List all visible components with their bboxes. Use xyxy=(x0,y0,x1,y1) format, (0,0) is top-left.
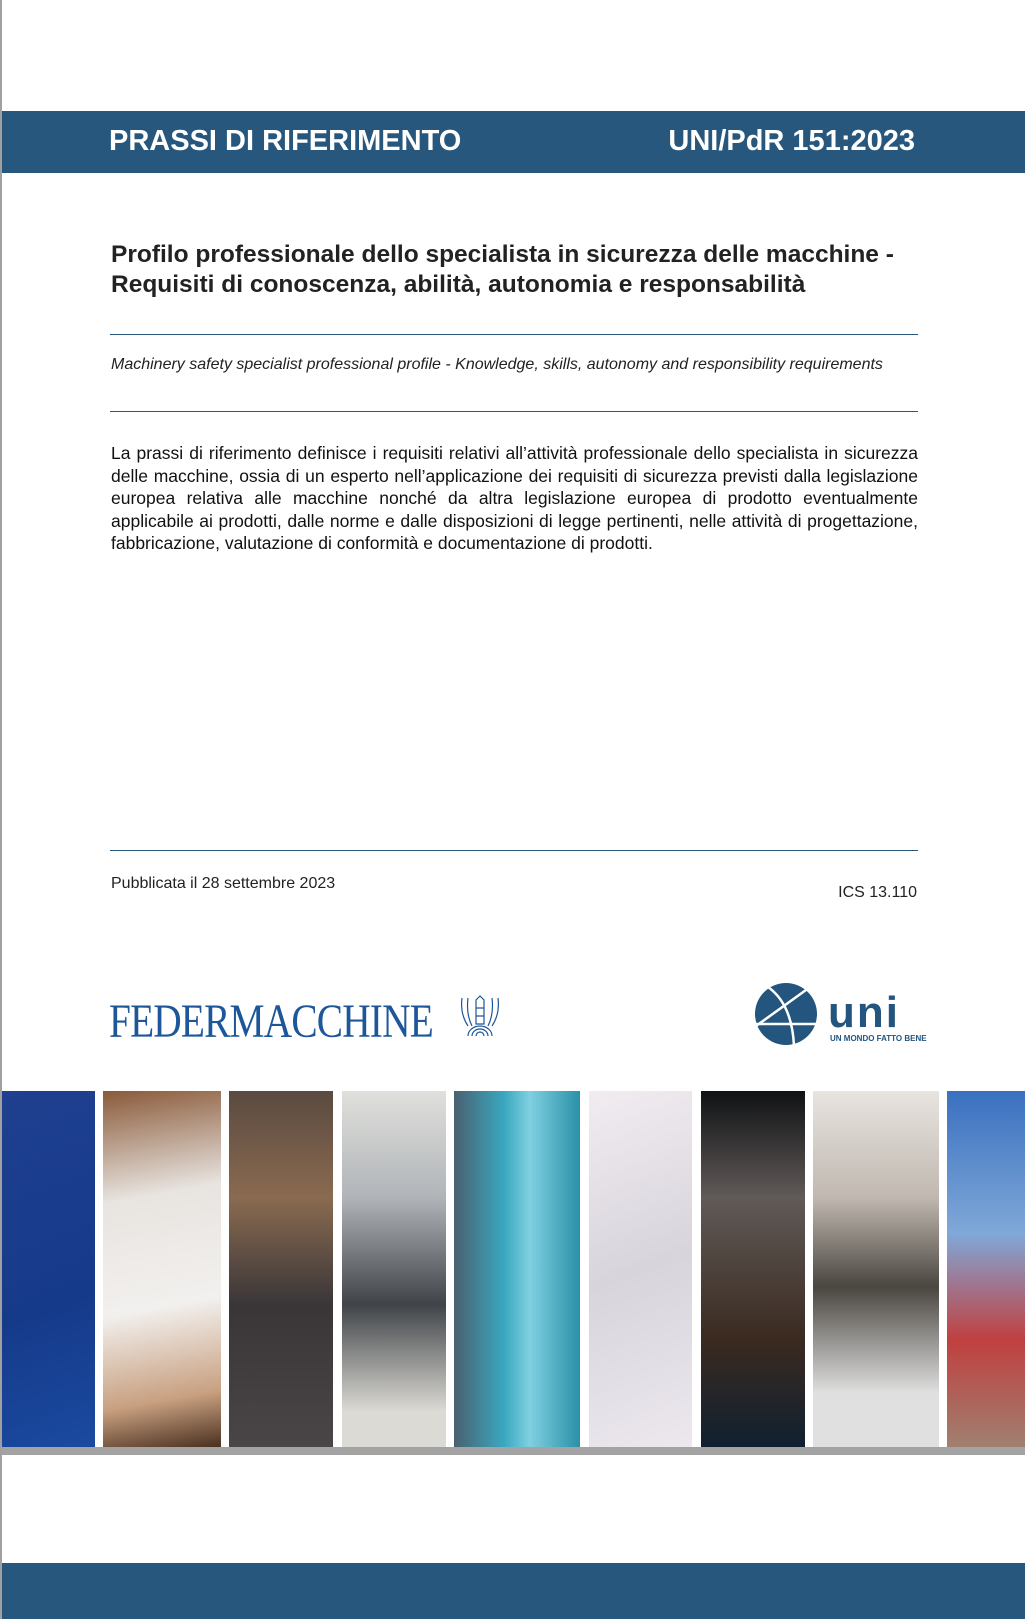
confindustria-eagle-icon xyxy=(458,994,502,1038)
federmacchine-logo: FEDERMACCHINE xyxy=(109,995,433,1048)
photo-gears xyxy=(229,1091,333,1447)
uni-logo-text: uni xyxy=(828,988,900,1037)
uni-globe-logo-icon xyxy=(754,982,818,1046)
series-label: PRASSI DI RIFERIMENTO xyxy=(109,125,462,157)
gray-divider-bar xyxy=(2,1447,1025,1455)
divider xyxy=(110,850,918,851)
photo-technician xyxy=(813,1091,939,1447)
abstract: La prassi di riferimento definisce i requisiti relativi all’attività professionale dello specialista in sicurezza delle macchine, ossia di un esperto nell’applicazione dei requisiti di sicurezza previsti dalla legislazione europea relativa alle macchine nonché da altra legislazione europea di prodotto eventualmente applicabile ai prodotti, dalle norme e dalle disposizioni di legge pertinenti, nelle attività di progettazione, fabbricazione, valutazione di conformità e documentazione di prodotti. xyxy=(111,443,918,553)
photo-engineers xyxy=(342,1091,446,1447)
document-code: UNI/PdR 151:2023 xyxy=(668,125,915,157)
photo-technical-drawing xyxy=(589,1091,692,1447)
ics-code: ICS 13.110 xyxy=(838,884,917,901)
divider xyxy=(110,411,918,412)
publication-date: Pubblicata il 28 settembre 2023 xyxy=(111,875,336,892)
photo-document-signing xyxy=(103,1091,221,1447)
photo-port-containers xyxy=(947,1091,1025,1447)
uni-tagline: UN MONDO FATTO BENE xyxy=(830,1034,927,1043)
header-band xyxy=(2,111,1025,173)
photo-warehouse xyxy=(454,1091,580,1447)
document-title: Profilo professionale dello specialista in sicurezza delle macchine - Requisiti di conoscenza, abilità, autonomia e responsabilità xyxy=(111,241,894,298)
photo-eu-flag xyxy=(2,1091,95,1447)
footer-band xyxy=(2,1563,1025,1619)
divider xyxy=(110,334,918,335)
english-title: Machinery safety specialist professional profile - Knowledge, skills, autonomy and responsibility requirements xyxy=(111,356,883,373)
photo-coffee-roaster xyxy=(701,1091,805,1447)
